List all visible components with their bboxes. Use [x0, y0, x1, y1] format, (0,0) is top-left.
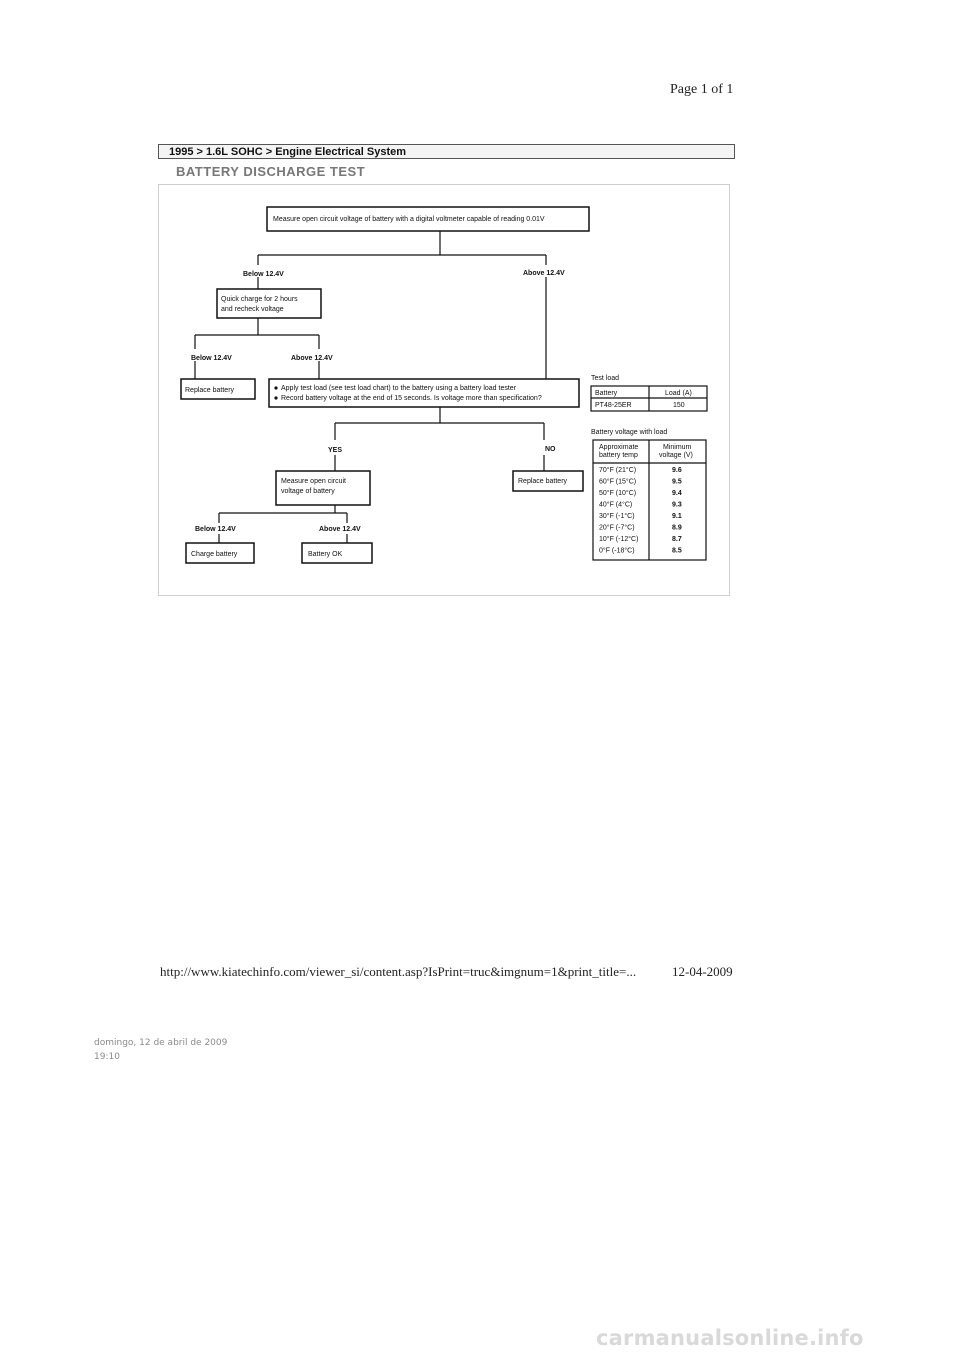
test-load-cell-load: 150 [673, 402, 685, 409]
voltage-row-min-voltage: 9.6 [672, 467, 682, 474]
voltage-row-temp: 60°F (15°C) [599, 478, 637, 486]
measure-text-2: voltage of battery [281, 488, 335, 495]
voltage-row-min-voltage: 8.5 [672, 547, 682, 555]
voltage-header-temp-1: Approximate [599, 444, 639, 451]
voltage-row-temp: 50°F (10°C) [599, 490, 637, 497]
test-load-header-load: Load (A) [665, 390, 692, 397]
voltage-header-volt-2: voltage (V) [659, 452, 693, 459]
test-load-cell-battery: PT48-25ER [595, 402, 632, 409]
voltage-rows [599, 466, 682, 555]
quick-charge-box [217, 289, 321, 318]
voltage-header-temp-2: battery temp [599, 452, 638, 459]
start-text: Measure open circuit voltage of battery with a digital voltmeter capable of reading 0.01V [273, 216, 545, 223]
voltage-row-min-voltage: 9.4 [672, 490, 682, 497]
above-label-3: Above 12.4V [319, 526, 361, 533]
voltage-row-min-voltage: 8.7 [672, 536, 682, 543]
below-label-1: Below 12.4V [243, 271, 284, 278]
voltage-row-min-voltage: 9.1 [672, 513, 682, 520]
replace-battery-text-2: Replace battery [518, 478, 568, 485]
voltage-row-temp: 30°F (-1°C) [599, 513, 635, 520]
voltage-row-temp: 40°F (4°C) [599, 501, 633, 509]
page-number: Page 1 of 1 [670, 82, 734, 97]
apply-text-1: Apply test load (see test load chart) to the battery using a battery load tester [281, 385, 517, 392]
flowchart-svg [159, 185, 731, 597]
stamp-date: domingo, 12 de abril de 2009 [94, 1038, 228, 1048]
voltage-header-volt-1: Minimum [663, 444, 692, 451]
voltage-row-min-voltage: 9.5 [672, 478, 682, 486]
quick-charge-text-2: and recheck voltage [221, 306, 284, 313]
voltage-table-title: Battery voltage with load [591, 429, 668, 436]
no-label: NO [545, 446, 556, 453]
charge-battery-text: Charge battery [191, 551, 238, 558]
watermark-text: carmanualsonline.info [596, 1326, 864, 1350]
quick-charge-text-1: Quick charge for 2 hours [221, 296, 298, 303]
voltage-row-temp: 20°F (-7°C) [599, 524, 635, 532]
below-label-2: Below 12.4V [191, 355, 232, 362]
breadcrumb: 1995 > 1.6L SOHC > Engine Electrical System [158, 144, 735, 159]
voltage-row-min-voltage: 9.3 [672, 501, 682, 509]
test-load-title: Test load [591, 375, 620, 382]
stamp-time: 19:10 [94, 1052, 120, 1062]
measure-text-1: Measure open circuit [281, 478, 346, 485]
apply-test-load-box [269, 379, 579, 407]
above-label-2: Above 12.4V [291, 355, 333, 362]
battery-ok-text: Battery OK [308, 551, 343, 558]
apply-text-2: Record battery voltage at the end of 15 seconds. Is voltage more than specification? [281, 395, 542, 402]
footer-date: 12-04-2009 [672, 964, 733, 979]
bullet-2 [274, 396, 277, 399]
voltage-row-min-voltage: 8.9 [672, 524, 682, 532]
voltage-row-temp: 10°F (-12°C) [599, 536, 639, 543]
bullet-1 [274, 386, 277, 389]
above-label-1: Above 12.4V [523, 270, 565, 277]
section-title: BATTERY DISCHARGE TEST [176, 164, 366, 179]
footer-url: http://www.kiatechinfo.com/viewer_si/content.asp?IsPrint=truc&imgnum=1&print_title=... [160, 964, 637, 979]
voltage-row-temp: 70°F (21°C) [599, 467, 637, 474]
test-load-header-battery: Battery [595, 390, 618, 397]
flowchart-diagram [158, 184, 730, 596]
yes-label: YES [328, 447, 343, 454]
voltage-row-temp: 0°F (-18°C) [599, 547, 635, 555]
below-label-3: Below 12.4V [195, 526, 236, 533]
replace-battery-text-1: Replace battery [185, 387, 235, 394]
